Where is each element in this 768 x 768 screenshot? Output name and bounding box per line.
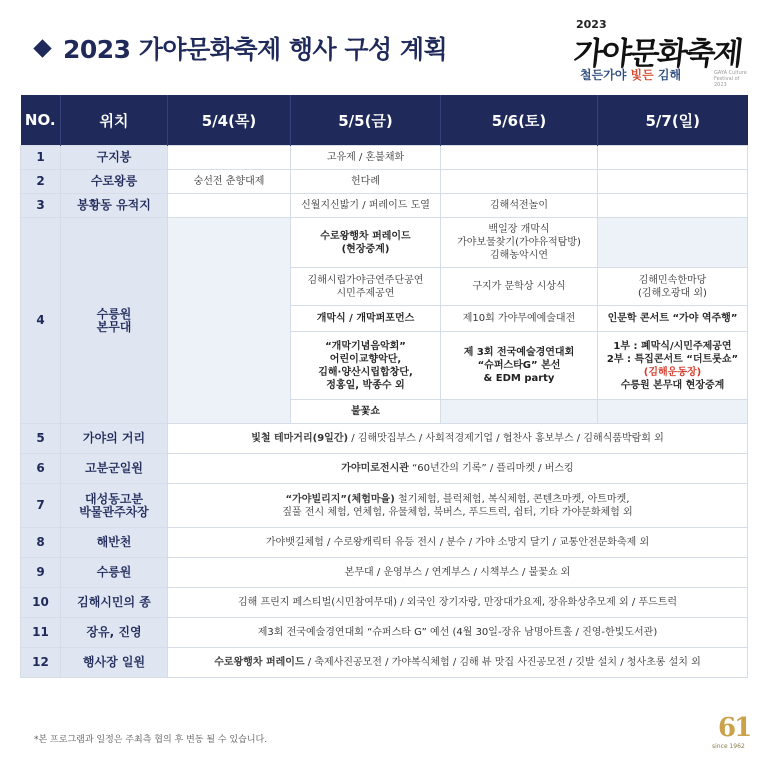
logo-slogan [580, 66, 681, 83]
cell: 김해석전놀이 [441, 194, 598, 218]
cell-text: / 축제사진공모전 / 가야복식체험 / 김해 뷰 맛집 사진공모전 / 깃발 설치 / 청사초롱 설치 외 [304, 657, 701, 668]
row-number: 4 [21, 218, 61, 424]
cell-text: / 김해맛집부스 / 사회적경제기업 / 협찬사 홍보부스 / 김해식품박람회 외 [348, 433, 664, 444]
cell: 제3회 전국예술경연대회 “슈퍼스타 G” 예선 (4월 30일-장유 남명아트홀 / 진영-한빛도서관) [168, 618, 748, 648]
cell [441, 146, 598, 170]
cell: 불꽃쇼 [291, 400, 441, 424]
table-row [21, 528, 748, 558]
row-location: 가야의 거리 [61, 424, 168, 454]
row-location: 행사장 일원 [61, 648, 168, 678]
cell [598, 400, 748, 424]
table-row [21, 484, 748, 528]
cell: 가야뱃길체험 / 수로왕캐릭터 유등 전시 / 분수 / 가야 소망지 달기 / 교통안전문화축제 외 [168, 528, 748, 558]
table-row [21, 618, 748, 648]
table-row [21, 648, 748, 678]
logo-side-text: GAYA Culture Festival of 2023 [714, 70, 747, 88]
cell [598, 146, 748, 170]
cell: 백일장 개막식 가야보물찾기(가야유적탐방) 김해농악시연 [441, 218, 598, 268]
header-day-3: 5/6(토) [441, 95, 598, 146]
table-row [21, 218, 748, 268]
header-day-2: 5/5(금) [291, 95, 441, 146]
slogan-part-2: 빛든 [630, 68, 654, 82]
header-location: 위치 [61, 95, 168, 146]
closing-text: 1부 : 폐막식/시민주제공연 2부 : 특집콘서트 “더트롯쇼” [606, 340, 739, 365]
venue-text: (김해운동장) [643, 366, 702, 378]
row-number: 1 [21, 146, 61, 170]
cell [168, 146, 291, 170]
row-number: 12 [21, 648, 61, 678]
row-number: 11 [21, 618, 61, 648]
row-location: 수릉원 [61, 558, 168, 588]
row-number: 6 [21, 454, 61, 484]
row-number: 5 [21, 424, 61, 454]
row-number: 7 [21, 484, 61, 528]
table-row [21, 194, 748, 218]
table-row [21, 558, 748, 588]
cell-bold: 수로왕행차 퍼레이드 [214, 657, 305, 668]
table-row [21, 424, 748, 454]
row-number: 3 [21, 194, 61, 218]
since-1962-logo [712, 713, 752, 751]
row-location: 해반천 [61, 528, 168, 558]
footnote: *본 프로그램과 일정은 주최측 협의 후 변동 될 수 있습니다. [34, 735, 268, 745]
cell: 본무대 / 운영부스 / 연계부스 / 시책부스 / 불꽃쇼 외 [168, 558, 748, 588]
row-number: 9 [21, 558, 61, 588]
since-mark: 61 [718, 713, 751, 743]
since-text: since 1962 [712, 743, 745, 750]
cell: 숭선전 춘향대제 [168, 170, 291, 194]
row-number: 8 [21, 528, 61, 558]
row-location: 봉황동 유적지 [61, 194, 168, 218]
cell-text: 철기체험, 블럭체험, 복식체험, 콘텐츠마켓, 아트마켓, 짚풀 전시 체험, 연체험, 유물체험, 북버스, 푸드트럭, 쉼터, 기타 가야문화체험 외 [282, 493, 633, 518]
header-no: NO. [21, 95, 61, 146]
cell [598, 170, 748, 194]
cell: 구지가 문학상 시상식 [441, 268, 598, 306]
row-location: 고분군일원 [61, 454, 168, 484]
slogan-part-1: 철든가야 [580, 68, 631, 82]
table-header-row [21, 95, 748, 146]
festival-logo [566, 14, 748, 90]
cell [168, 648, 748, 678]
table-row [21, 588, 748, 618]
table-row [21, 454, 748, 484]
cell [598, 218, 748, 268]
cell [598, 194, 748, 218]
cell: 김해 프린지 페스티벌(시민참여무대) / 외국인 장기자랑, 만장대가요제, 장유화상추모제 외 / 푸드트럭 [168, 588, 748, 618]
cell [168, 424, 748, 454]
header-day-4: 5/7(일) [598, 95, 748, 146]
cell-text: “60년간의 기록” / 플리마켓 / 버스킹 [408, 463, 574, 474]
row-location: 김해시민의 종 [61, 588, 168, 618]
diamond-icon [33, 39, 51, 57]
cell [598, 332, 748, 400]
header-day-1: 5/4(목) [168, 95, 291, 146]
cell-bold: “가야빌리지”(체험마을) [285, 493, 395, 505]
cell-bold: 빛철 테마거리(9일간) [251, 433, 349, 444]
row-location: 대성동고분 박물관주차장 [61, 484, 168, 528]
slogan-part-3: 김해 [653, 68, 682, 82]
cell: 신월지신밟기 / 퍼레이드 도열 [291, 194, 441, 218]
broadcast-text: 수릉원 본무대 현장중계 [620, 379, 725, 391]
row-location: 수릉원 본무대 [61, 218, 168, 424]
table-row [21, 146, 748, 170]
row-location: 장유, 진영 [61, 618, 168, 648]
table-row [21, 170, 748, 194]
logo-main: 가야문화축제 [571, 36, 744, 72]
cell: 제 3회 전국예술경연대회 “슈퍼스타G” 본선 & EDM party [441, 332, 598, 400]
logo-year: 2023 [576, 18, 607, 31]
cell [168, 194, 291, 218]
cell: 개막식 / 개막퍼포먼스 [291, 306, 441, 332]
cell [168, 218, 291, 424]
cell [168, 484, 748, 528]
cell: 고유제 / 혼불채화 [291, 146, 441, 170]
cell: “개막기념음악회” 어린이교향악단, 김해·양산시립합창단, 정홍일, 박종수 외 [291, 332, 441, 400]
row-number: 2 [21, 170, 61, 194]
cell: 김해시립가야금연주단공연 시민주제공연 [291, 268, 441, 306]
cell: 수로왕행차 퍼레이드 (현장중계) [291, 218, 441, 268]
row-location: 수로왕릉 [61, 170, 168, 194]
cell [168, 454, 748, 484]
schedule-table [20, 95, 748, 678]
cell-bold: 가야미로전시관 [341, 463, 409, 474]
cell: 김해민속한마당 (김해오광대 외) [598, 268, 748, 306]
cell [441, 400, 598, 424]
page-header [36, 30, 447, 66]
cell: 제10회 가야무예예술대전 [441, 306, 598, 332]
cell [441, 170, 598, 194]
cell: 인문학 콘서트 “가야 역주행” [598, 306, 748, 332]
row-number: 10 [21, 588, 61, 618]
cell: 헌다례 [291, 170, 441, 194]
page-title: 2023 가야문화축제 행사 구성 계획 [63, 35, 448, 64]
row-location: 구지봉 [61, 146, 168, 170]
